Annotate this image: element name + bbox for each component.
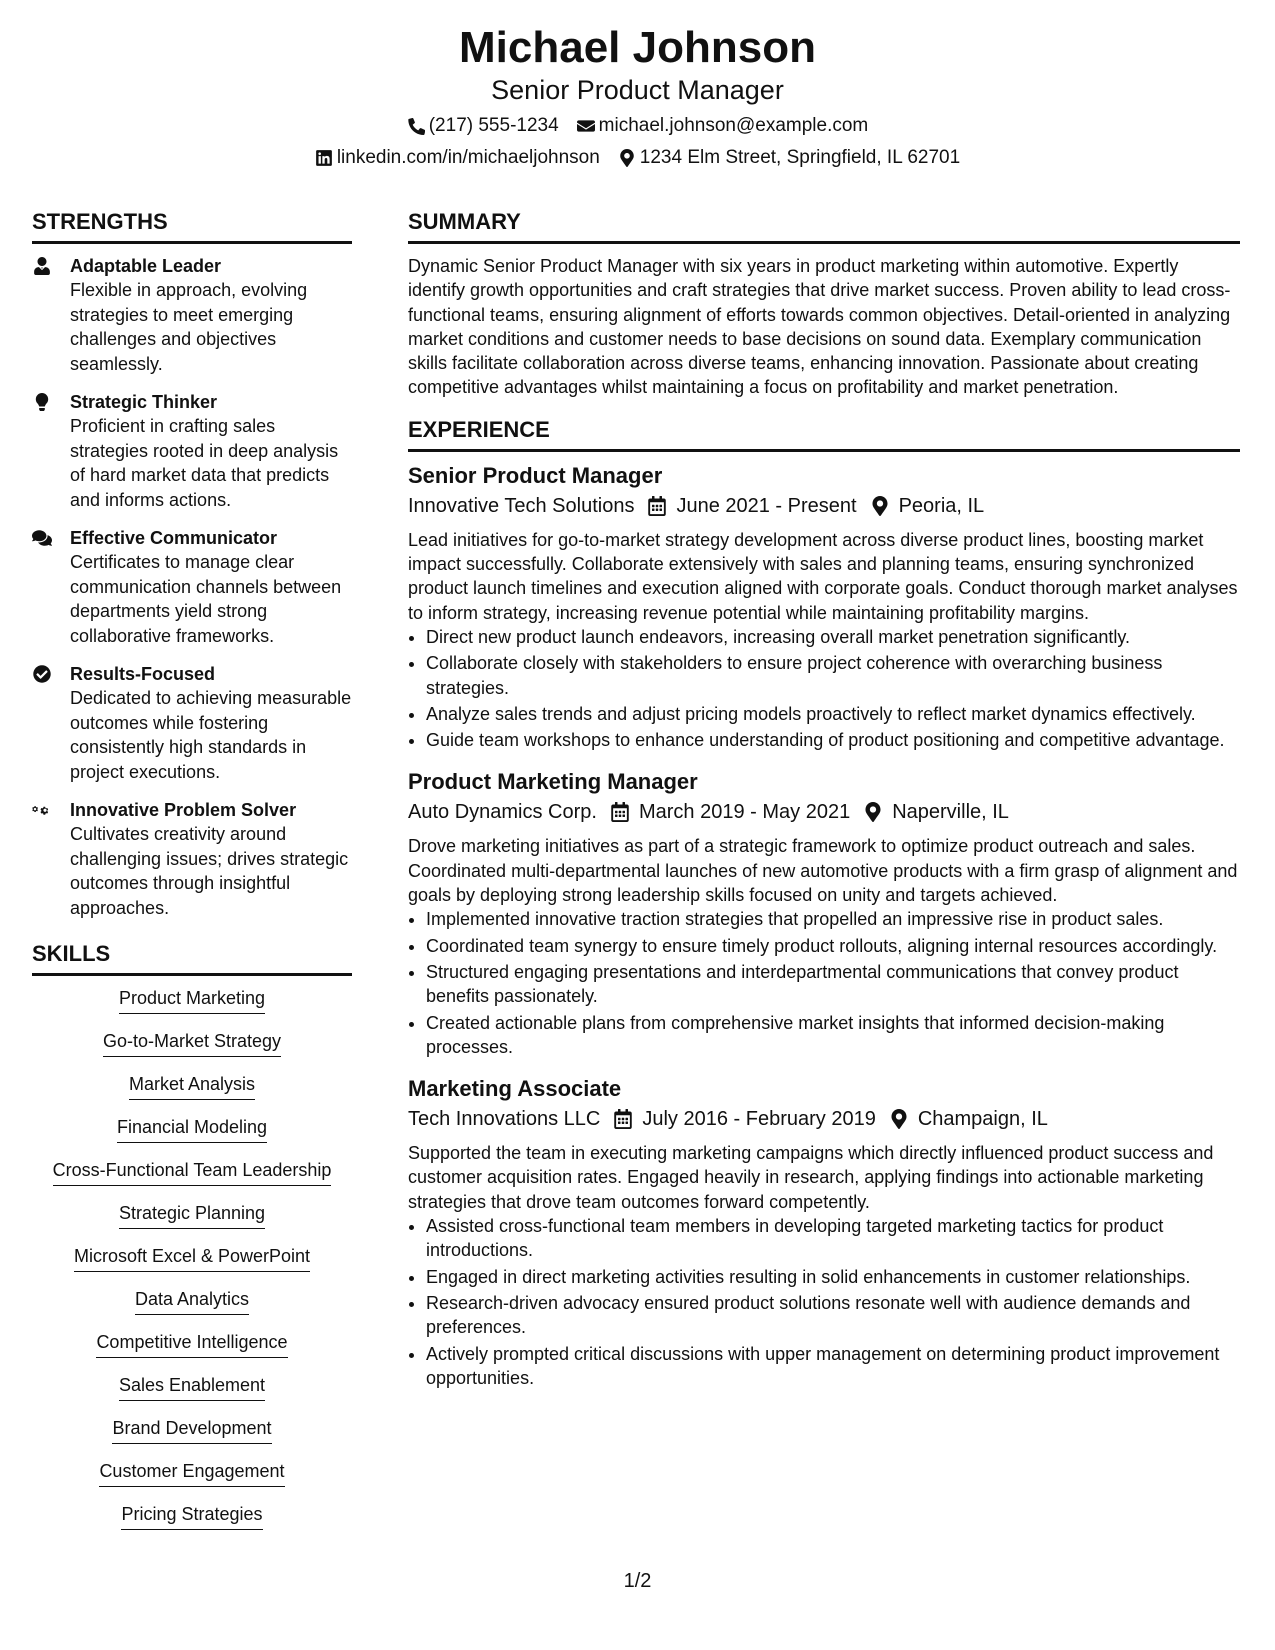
phone-icon [407, 117, 425, 135]
strength-title: Results-Focused [70, 664, 216, 684]
strength-title: Innovative Problem Solver [70, 800, 297, 820]
bullet-item: • Collaborate closely with stakeholders to ensure project coherence with overarching business strategies. [426, 651, 1240, 700]
job-entry [408, 768, 1240, 1059]
skill-item: Data Analytics [32, 1287, 352, 1315]
linkedin-contact[interactable] [315, 146, 600, 170]
strength-title: Strategic Thinker [70, 392, 218, 412]
check-circle-icon [32, 670, 52, 687]
job-meta [408, 798, 1240, 826]
job-bullets [408, 907, 1240, 1059]
skill-item: Market Analysis [32, 1072, 352, 1100]
job-title: Senior Product Manager [408, 462, 663, 488]
phone-contact [407, 114, 559, 138]
skill-item: Financial Modeling [32, 1115, 352, 1143]
job-dates: June 2021 - Present [676, 494, 857, 517]
right-column [408, 208, 1240, 1406]
phone-text: (217) 555-1234 [428, 115, 559, 136]
page-number: 1/2 [623, 1570, 652, 1592]
job-company: Tech Innovations LLC [408, 1108, 601, 1131]
experience-heading: EXPERIENCE [408, 416, 1240, 452]
strength-item [32, 254, 352, 376]
bullet-item: • Guide team workshops to enhance understanding of product positioning and competitive advantage. [426, 728, 1240, 752]
map-marker-icon [618, 149, 636, 167]
skill-item: Strategic Planning [32, 1201, 352, 1229]
skill-item: Brand Development [32, 1416, 352, 1444]
comments-icon [32, 534, 52, 551]
strength-desc: Certificates to manage clear communication channels between departments yield strong collaborative frameworks. [70, 552, 342, 646]
calendar-icon [648, 496, 666, 516]
job-bullets [408, 1214, 1240, 1390]
bullet-item: • Assisted cross-functional team members in developing targeted marketing tactics for product introductions. [426, 1214, 1240, 1263]
candidate-title: Senior Product Manager [491, 75, 784, 105]
job-description: Lead initiatives for go-to-market strategy development across diverse product lines, boosting market impact successfully. Collaborate extensively with sales and planning teams, ensuring synchronized product launch timelines and execution aligned with corporate goals. Conduct thorough market analyses to inform strategy, increasing revenue potential while maintaining profitability margins. [408, 529, 1238, 623]
envelope-icon [577, 117, 595, 135]
job-dates: March 2019 - May 2021 [638, 801, 851, 824]
job-entry [408, 462, 1240, 753]
skill-item: Cross-Functional Team Leadership [32, 1158, 352, 1186]
skill-item: Sales Enablement [32, 1373, 352, 1401]
strength-item [32, 526, 352, 648]
job-location: Champaign, IL [917, 1108, 1048, 1131]
map-marker-icon [864, 802, 882, 822]
contact-row-2 [0, 146, 1275, 170]
skill-item: Microsoft Excel & PowerPoint [32, 1244, 352, 1272]
map-marker-icon [890, 1109, 908, 1129]
address-text: 1234 Elm Street, Springfield, IL 62701 [639, 147, 961, 168]
skills-list [32, 986, 352, 1530]
bullet-item: • Coordinated team synergy to ensure timely product rollouts, aligning internal resources accordingly. [426, 934, 1240, 958]
job-description: Supported the team in executing marketing campaigns which directly influenced product success and customer acquisition rates. Engaged heavily in research, applying findings into actionable marketing strategies that drove team outcomes forward competently. [408, 1143, 1214, 1212]
strength-title: Effective Communicator [70, 528, 278, 548]
bullet-item: • Analyze sales trends and adjust pricing models proactively to reflect market dynamics effectively. [426, 702, 1240, 726]
skill-item: Customer Engagement [32, 1459, 352, 1487]
calendar-icon [611, 802, 629, 822]
strength-title: Adaptable Leader [70, 256, 222, 276]
job-meta [408, 492, 1240, 520]
job-company: Innovative Tech Solutions [408, 494, 635, 517]
skill-item: Competitive Intelligence [32, 1330, 352, 1358]
bullet-item: • Created actionable plans from comprehensive market insights that informed decision-making processes. [426, 1011, 1240, 1060]
job-bullets [408, 625, 1240, 752]
candidate-name: Michael Johnson [459, 23, 816, 72]
bullet-item: • Structured engaging presentations and interdepartmental communications that convey product benefits passionately. [426, 960, 1240, 1009]
job-title: Product Marketing Manager [408, 769, 698, 795]
address-contact [618, 146, 960, 170]
strength-item [32, 390, 352, 512]
summary-text: Dynamic Senior Product Manager with six years in product marketing within automotive. Expertly identify growth opportunities and craft strategies that drive market success. Proven ability to lead cross-functional teams, ensuring alignment of efforts towards common objectives. Detail-oriented in analyzing market conditions and customer needs to base decisions on sound data. Exemplary communication skills facilitate collaboration across diverse teams, enhancing innovation. Passionate about creating competitive advantages whilst maintaining a focus on profitability and market penetration. [408, 256, 1231, 398]
job-title: Marketing Associate [408, 1076, 622, 1102]
job-dates: July 2016 - February 2019 [642, 1108, 876, 1131]
skill-item: Product Marketing [32, 986, 352, 1014]
map-marker-icon [871, 496, 889, 516]
bullet-item: • Engaged in direct marketing activities resulting in solid enhancements in customer relationships. [426, 1265, 1240, 1289]
strength-item [32, 662, 352, 784]
skill-item: Pricing Strategies [32, 1502, 352, 1530]
strength-desc: Flexible in approach, evolving strategies to meet emerging challenges and objectives seamlessly. [70, 280, 308, 374]
bullet-item: • Direct new product launch endeavors, increasing overall market penetration significantly. [426, 625, 1240, 649]
strength-desc: Dedicated to achieving measurable outcomes while fostering consistently high standards in project executions. [70, 688, 352, 782]
strength-desc: Cultivates creativity around challenging issues; drives strategic outcomes through insightful approaches. [70, 824, 349, 918]
job-description: Drove marketing initiatives as part of a strategic framework to optimize product outreach and sales. Coordinated multi-departmental launches of new automotive products with a firm grasp of alignment and goals by deploying strong leadership skills focused on unity and targets achieved. [408, 836, 1238, 906]
skills-heading: SKILLS [32, 940, 352, 976]
skill-item: Go-to-Market Strategy [32, 1029, 352, 1057]
bullet-item: • Implemented innovative traction strategies that propelled an impressive rise in product sales. [426, 907, 1240, 931]
job-company: Auto Dynamics Corp. [408, 801, 597, 824]
lightbulb-icon [32, 398, 52, 415]
left-column [32, 208, 352, 1545]
resume-header [0, 22, 1275, 170]
user-tie-icon [32, 262, 52, 279]
job-entry [408, 1075, 1240, 1390]
strengths-heading: STRENGTHS [32, 208, 352, 244]
strength-item [32, 798, 352, 920]
email-text: michael.johnson@example.com [598, 115, 869, 136]
linkedin-text: linkedin.com/in/michaeljohnson [336, 147, 600, 168]
summary-heading: SUMMARY [408, 208, 1240, 244]
calendar-icon [614, 1109, 632, 1129]
linkedin-icon [315, 149, 333, 167]
strength-desc: Proficient in crafting sales strategies rooted in deep analysis of hard market data that predicts and informs actions. [70, 416, 339, 510]
job-meta [408, 1105, 1240, 1133]
job-location: Naperville, IL [892, 801, 1009, 824]
bullet-item: • Actively prompted critical discussions with upper management on determining product improvement opportunities. [426, 1342, 1240, 1391]
bullet-item: • Research-driven advocacy ensured product solutions resonate well with audience demands and preferences. [426, 1291, 1240, 1340]
cogs-icon [32, 806, 52, 823]
contact-row-1 [0, 114, 1275, 138]
job-location: Peoria, IL [898, 494, 985, 517]
email-contact[interactable] [577, 114, 869, 138]
